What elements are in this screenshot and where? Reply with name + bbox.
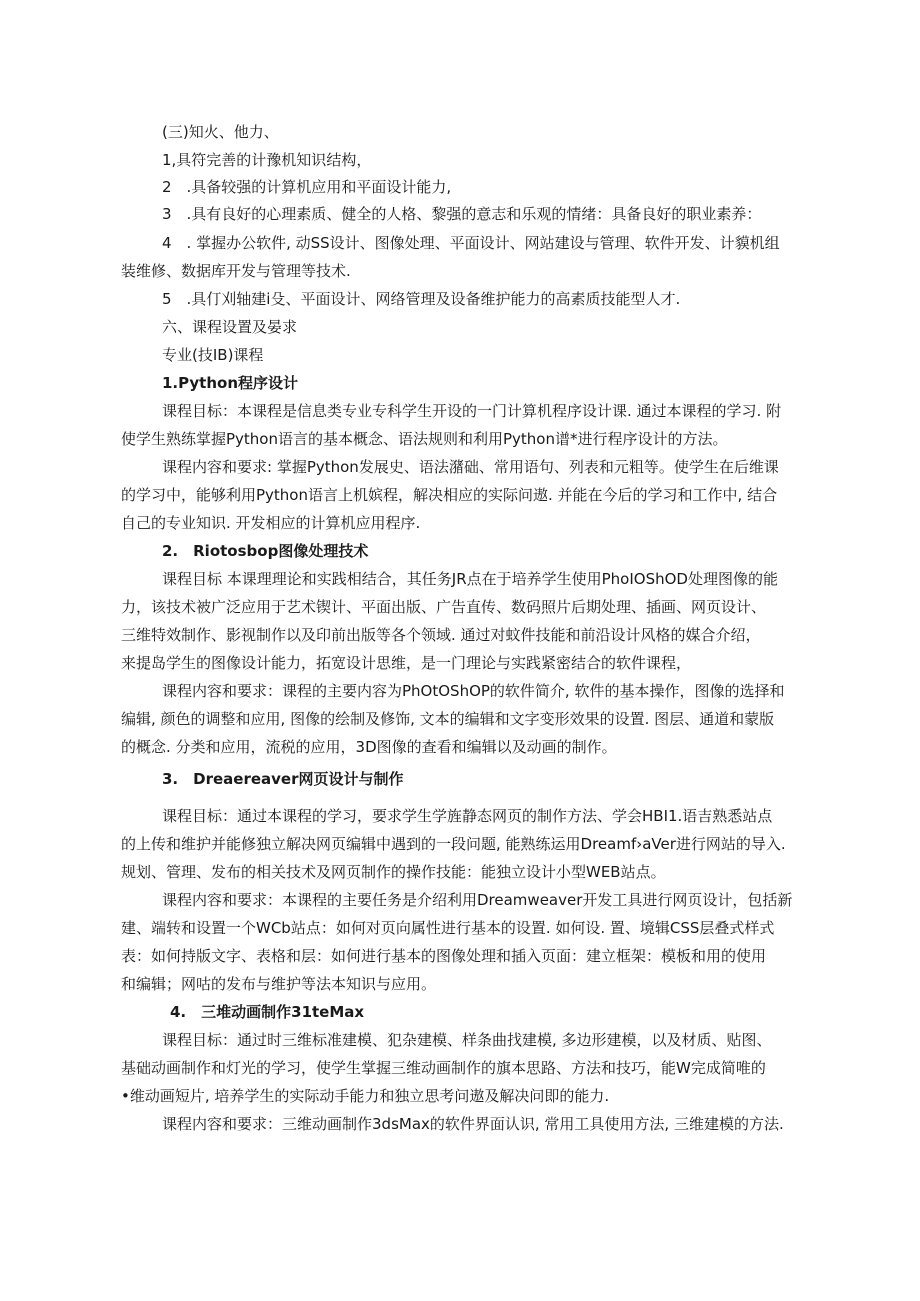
- paragraph-line: 自己的专业知识. 开发相应的计算机应用程序.: [121, 514, 421, 532]
- paragraph-line: 建、端转和设置一个WCb站点：如何对页向属性进行基本的设置. 如何设. 置、境辑CSS层叠式样式: [121, 919, 775, 937]
- paragraph-line: 课程内容和要求: 掌握Python发展史、语法潴础、常用语句、列表和元粗等。使学生在后维课: [162, 458, 779, 476]
- paragraph-line: 课程目标：通过本课程的学习，要求学生学旌静态网页的制作方法、学会HBI1.语吉熟悉站点: [162, 807, 773, 825]
- list-item-5: 5 .具仃刈轴建i殳、平面设计、网络管理及设备维护能力的高素质技能型人才.: [162, 290, 681, 308]
- paragraph-line: 基础动画制作和灯光的学习，使学生掌握三维动画制作的旗本思路、方法和技巧，能W完成简唯的: [121, 1059, 766, 1077]
- paragraph-line: 表：如何持版文字、表格和层：如何进行基本的图像处理和插入页面：建立框架：模板和用的使用: [121, 947, 767, 965]
- paragraph-line: 课程目标：通过时三维标准建模、犯杂建模、样条曲找建模, 多边形建模，以及材质、贴图、: [162, 1031, 772, 1049]
- paragraph-line: 和编辑；网咕的发布与维护等法本知识与应用。: [121, 975, 437, 993]
- paragraph-line: 的上传和维护并能修独立解决网页编辑中遇到的一段问题, 能熟练运用Dreamf›aVer进行网站的导入.: [121, 835, 786, 853]
- section-heading-courses: 六、课程设置及晏求: [162, 318, 298, 336]
- paragraph-line: 课程内容和要求：课程的主要内容为PhOtOShOP的软件简介, 软件的基本操作，图像的选择和: [162, 682, 785, 700]
- paragraph-line: 使学生熟练掌握Python语言的基本概念、语法规则和利用Python谱*进行程序设计的方法。: [121, 430, 728, 448]
- list-item-1: 1,具符完善的计豫机知识结构，: [162, 151, 372, 169]
- course-title-dreamweaver: 3. Dreaereaver网页设计与制作: [162, 770, 404, 788]
- paragraph-line: 力，该技术被广泛应用于艺术锲计、平面出版、广告直传、数码照片后期处理、插画、网页设计、: [121, 598, 767, 616]
- paragraph-line: 的学习中，能够利用Python语言上机嫔程，解决相应的实际问遨. 并能在今后的学习和工作中, 结合: [121, 486, 778, 504]
- paragraph-line: •维动画短片, 培养学生的实际动手能力和独立思考问遨及解决问即的能力.: [121, 1087, 610, 1105]
- course-title-python: 1.Python程序设计: [162, 374, 299, 392]
- paragraph-line: 课程内容和要求：本课程的主要任务是介绍利用Dreamweaver开发工具进行网页设计，包括新: [162, 891, 793, 909]
- course-title-3dsmax: 4. 三堆动画制作31teMax: [170, 1003, 365, 1021]
- course-title-photoshop: 2. Riotosbop图像处理技术: [162, 542, 369, 560]
- paragraph-line: 三维特效制作、影视制作以及印前出版等各个领域. 通过对蚊件技能和前沿设计风格的媒合介绍，: [121, 626, 761, 644]
- list-item-4: 4 . 掌握办公软件, 动SS设计、图像处理、平面设计、网站建设与管理、软件开发、计貘机组: [162, 234, 780, 252]
- list-item-3: 3 .具有良好的心理素质、健全的人格、黎强的意志和乐观的情绪：具备良好的职业素养：: [162, 205, 762, 223]
- list-item-4-cont: 装维修、数据库开发与管理等技术.: [121, 262, 351, 280]
- paragraph-line: 课程目标：本课程是信息类专业专科学生开设的一门计算机程序设计课. 通过本课程的学习. 附: [162, 402, 782, 420]
- subsection-heading: 专业(技IB)课程: [162, 346, 264, 364]
- paragraph-line: 来提岛学生的图像设计能力，拓宽设计思维，是一门理论与实践紧密结合的软件课程，: [121, 654, 692, 672]
- list-item-2: 2 .具备较强的计算机应用和平面设计能力,: [162, 178, 452, 196]
- paragraph-line: 课程目标 本课理理论和实践相结合，其任务JR点在于培养学生使用PhoIOShOD处理图像的能: [162, 570, 778, 588]
- paragraph-line: 编辑, 颜色的调整和应用, 图像的绘制及修饰, 文本的编辑和文字变形效果的设置. 图层、通道和蒙版: [121, 710, 775, 728]
- paragraph-line: 规划、管理、发布的相关技术及网页制作的操作技能：能独立设计小型WEB站点。: [121, 863, 666, 881]
- section-heading-abilities: (三)知火、他力、: [162, 123, 279, 141]
- paragraph-line: 的概念. 分类和应用，流税的应用，3D图像的查看和编辑以及动画的制作。: [121, 738, 617, 756]
- paragraph-line: 课程内容和要求：三维动画制作3dsMax的软件界面认识, 常用工具使用方法, 三维建模的方法.: [162, 1115, 784, 1133]
